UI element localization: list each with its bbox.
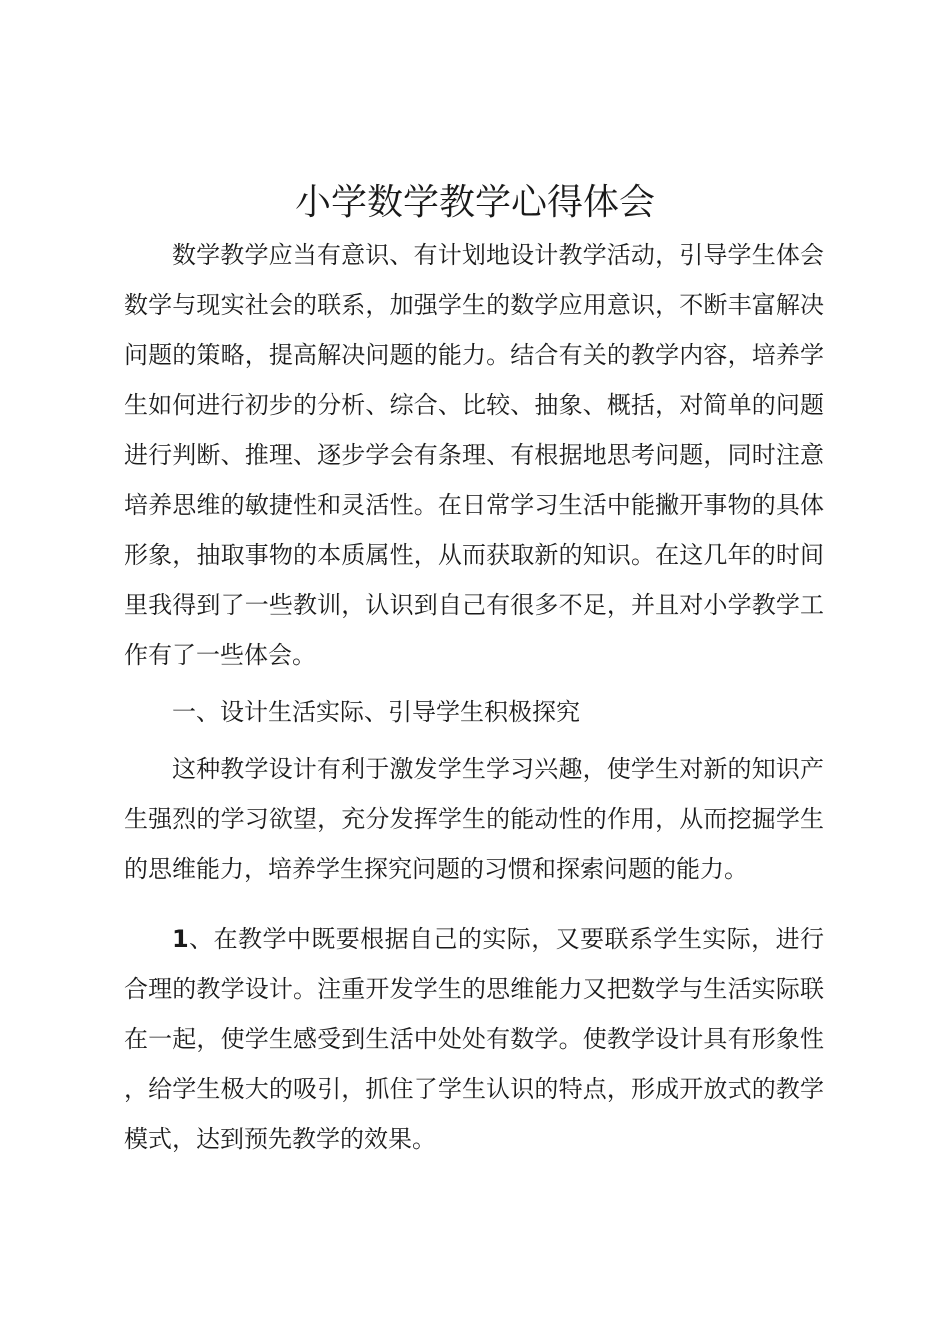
paragraph-section-1: 这种教学设计有利于激发学生学习兴趣，使学生对新的知识产生强烈的学习欲望，充分发挥学生的能动性的作用，从而挖掘学生的思维能力，培养学生探究问题的习惯和探索问题的能力。 xyxy=(124,755,824,883)
item-number: 1 xyxy=(172,925,189,953)
item-text: 、在教学中既要根据自己的实际，又要联系学生实际，进行合理的教学设计。注重开发学生的思维能力又把数学与生活实际联在一起，使学生感受到生活中处处有数学。使教学设计具有形象性，给学生极大的吸引，抓住了学生认识的特点，形成开放式的教学模式，达到预先教学的效果。 xyxy=(124,925,824,1153)
document-body xyxy=(124,230,824,1164)
paragraph-intro: 数学教学应当有意识、有计划地设计教学活动，引导学生体会数学与现实社会的联系，加强学生的数学应用意识，不断丰富解决问题的策略，提高解决问题的能力。结合有关的教学内容，培养学生如何进行初步的分析、综合、比较、抽象、概括，对简单的问题进行判断、推理、逐步学会有条理、有根据地思考问题，同时注意培养思维的敏捷性和灵活性。在日常学习生活中能撇开事物的具体形象，抽取事物的本质属性，从而获取新的知识。在这几年的时间里我得到了一些教训，认识到自己有很多不足，并且对小学教学工作有了一些体会。 xyxy=(124,241,824,669)
paragraph-item-1 xyxy=(124,914,824,1164)
section-heading-1: 一、设计生活实际、引导学生积极探究 xyxy=(172,698,580,726)
document-title: 小学数学教学心得体会 xyxy=(294,182,655,223)
